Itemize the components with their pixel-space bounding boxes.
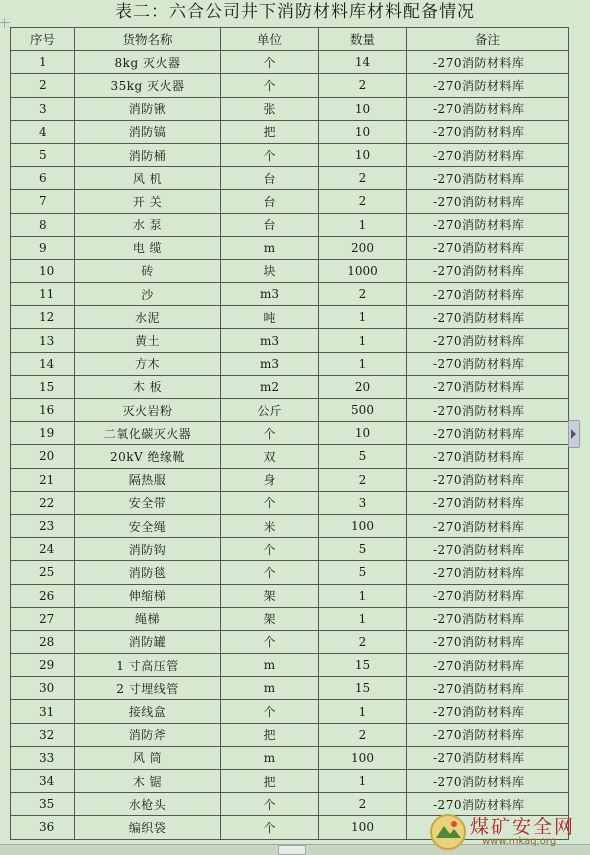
row-unit: 架 xyxy=(221,584,319,607)
row-remark: -270消防材料库 xyxy=(407,190,569,213)
table-row xyxy=(11,445,569,468)
row-remark: -270消防材料库 xyxy=(407,283,569,306)
table-row xyxy=(11,306,569,329)
row-unit: 个 xyxy=(221,422,319,445)
row-remark: -270消防材料库 xyxy=(407,445,569,468)
row-item-name: 消防斧 xyxy=(75,723,221,746)
table-row xyxy=(11,97,569,120)
row-quantity: 14 xyxy=(319,51,407,74)
row-index: 10 xyxy=(11,259,75,282)
row-item-name: 35kg 灭火器 xyxy=(75,74,221,97)
table-row xyxy=(11,236,569,259)
row-quantity: 15 xyxy=(319,654,407,677)
row-index: 4 xyxy=(11,120,75,143)
row-unit: 米 xyxy=(221,514,319,537)
row-index: 22 xyxy=(11,491,75,514)
row-index: 15 xyxy=(11,375,75,398)
row-index: 12 xyxy=(11,306,75,329)
row-quantity: 10 xyxy=(319,97,407,120)
row-unit: 张 xyxy=(221,97,319,120)
row-item-name: 接线盒 xyxy=(75,700,221,723)
row-quantity: 2 xyxy=(319,630,407,653)
row-item-name: 方木 xyxy=(75,352,221,375)
table-row xyxy=(11,422,569,445)
row-item-name: 电 缆 xyxy=(75,236,221,259)
table-row xyxy=(11,677,569,700)
row-unit: 个 xyxy=(221,793,319,816)
row-quantity: 2 xyxy=(319,793,407,816)
table-row xyxy=(11,352,569,375)
row-index: 35 xyxy=(11,793,75,816)
side-scroll-tab[interactable] xyxy=(568,420,580,448)
header-unit: 单位 xyxy=(221,28,319,51)
row-quantity: 1 xyxy=(319,213,407,236)
row-quantity: 2 xyxy=(319,468,407,491)
row-remark: -270消防材料库 xyxy=(407,74,569,97)
row-item-name: 沙 xyxy=(75,283,221,306)
row-remark: -270消防材料库 xyxy=(407,213,569,236)
row-item-name: 20kV 绝缘靴 xyxy=(75,445,221,468)
row-quantity: 1 xyxy=(319,352,407,375)
row-unit: 身 xyxy=(221,468,319,491)
table-row xyxy=(11,259,569,282)
row-quantity: 10 xyxy=(319,422,407,445)
row-item-name: 水枪头 xyxy=(75,793,221,816)
row-remark: -270消防材料库 xyxy=(407,143,569,166)
row-index: 27 xyxy=(11,607,75,630)
row-item-name: 水 泵 xyxy=(75,213,221,236)
row-remark: -270消防材料库 xyxy=(407,746,569,769)
row-remark: -270消防材料库 xyxy=(407,352,569,375)
row-remark: -270消防材料库 xyxy=(407,468,569,491)
watermark-emblem-icon xyxy=(428,812,468,852)
table-row xyxy=(11,561,569,584)
row-index: 6 xyxy=(11,167,75,190)
row-quantity: 5 xyxy=(319,538,407,561)
row-quantity: 3 xyxy=(319,491,407,514)
row-quantity: 2 xyxy=(319,723,407,746)
row-remark: -270消防材料库 xyxy=(407,607,569,630)
row-remark: -270消防材料库 xyxy=(407,723,569,746)
row-unit: 台 xyxy=(221,190,319,213)
row-unit: 个 xyxy=(221,51,319,74)
row-index: 11 xyxy=(11,283,75,306)
row-quantity: 1 xyxy=(319,329,407,352)
row-unit: 吨 xyxy=(221,306,319,329)
row-remark: -270消防材料库 xyxy=(407,329,569,352)
table-row xyxy=(11,538,569,561)
row-item-name: 隔热服 xyxy=(75,468,221,491)
watermark-logo xyxy=(426,810,590,854)
row-quantity: 100 xyxy=(319,816,407,839)
row-quantity: 100 xyxy=(319,514,407,537)
watermark-url: www.mkaq.org xyxy=(482,836,557,847)
row-index: 31 xyxy=(11,700,75,723)
document-title: 表二：六合公司井下消防材料库材料配备情况 xyxy=(115,2,475,22)
row-item-name: 编织袋 xyxy=(75,816,221,839)
table-row xyxy=(11,74,569,97)
row-unit: m xyxy=(221,654,319,677)
row-unit: 个 xyxy=(221,74,319,97)
row-unit: m xyxy=(221,236,319,259)
row-item-name: 木 板 xyxy=(75,375,221,398)
row-index: 14 xyxy=(11,352,75,375)
row-remark: -270消防材料库 xyxy=(407,167,569,190)
row-unit: 块 xyxy=(221,259,319,282)
row-unit: 个 xyxy=(221,491,319,514)
row-remark: -270消防材料库 xyxy=(407,770,569,793)
row-quantity: 10 xyxy=(319,143,407,166)
row-index: 16 xyxy=(11,399,75,422)
row-unit: 台 xyxy=(221,213,319,236)
table-row xyxy=(11,51,569,74)
row-remark: -270消防材料库 xyxy=(407,654,569,677)
row-index: 24 xyxy=(11,538,75,561)
table-row xyxy=(11,213,569,236)
row-quantity: 5 xyxy=(319,561,407,584)
row-unit: 把 xyxy=(221,723,319,746)
table-row xyxy=(11,514,569,537)
row-index: 13 xyxy=(11,329,75,352)
row-quantity: 15 xyxy=(319,677,407,700)
row-quantity: 1000 xyxy=(319,259,407,282)
row-index: 26 xyxy=(11,584,75,607)
row-remark: -270消防材料库 xyxy=(407,700,569,723)
table-row xyxy=(11,491,569,514)
table-header-row xyxy=(11,28,569,51)
row-item-name: 砖 xyxy=(75,259,221,282)
row-item-name: 绳梯 xyxy=(75,607,221,630)
row-index: 23 xyxy=(11,514,75,537)
row-item-name: 伸缩梯 xyxy=(75,584,221,607)
row-unit: m3 xyxy=(221,352,319,375)
row-index: 5 xyxy=(11,143,75,166)
table-row xyxy=(11,700,569,723)
row-index: 1 xyxy=(11,51,75,74)
row-remark: -270消防材料库 xyxy=(407,630,569,653)
row-quantity: 2 xyxy=(319,167,407,190)
row-item-name: 8kg 灭火器 xyxy=(75,51,221,74)
table-row xyxy=(11,283,569,306)
row-index: 2 xyxy=(11,74,75,97)
row-remark: -270消防材料库 xyxy=(407,399,569,422)
row-remark: -270消防材料库 xyxy=(407,375,569,398)
row-remark: -270消防材料库 xyxy=(407,120,569,143)
table-row xyxy=(11,770,569,793)
row-item-name: 水泥 xyxy=(75,306,221,329)
row-item-name: 消防镐 xyxy=(75,120,221,143)
row-unit: 个 xyxy=(221,630,319,653)
row-unit: m3 xyxy=(221,329,319,352)
table-row xyxy=(11,654,569,677)
row-item-name: 消防桶 xyxy=(75,143,221,166)
table-row xyxy=(11,375,569,398)
row-unit: 个 xyxy=(221,700,319,723)
row-quantity: 1 xyxy=(319,306,407,329)
row-unit: 个 xyxy=(221,561,319,584)
row-unit: 双 xyxy=(221,445,319,468)
row-index: 7 xyxy=(11,190,75,213)
table-row xyxy=(11,190,569,213)
row-quantity: 2 xyxy=(319,74,407,97)
row-item-name: 1 寸高压管 xyxy=(75,654,221,677)
table-row xyxy=(11,329,569,352)
row-quantity: 10 xyxy=(319,120,407,143)
table-row xyxy=(11,630,569,653)
materials-table xyxy=(10,27,569,840)
row-remark: -270消防材料库 xyxy=(407,306,569,329)
row-quantity: 1 xyxy=(319,700,407,723)
row-item-name: 木 锯 xyxy=(75,770,221,793)
row-remark: -270消防材料库 xyxy=(407,793,569,816)
header-quantity: 数量 xyxy=(319,28,407,51)
row-unit: 个 xyxy=(221,816,319,839)
table-row xyxy=(11,167,569,190)
row-item-name: 安全绳 xyxy=(75,514,221,537)
header-remark: 备注 xyxy=(407,28,569,51)
row-remark: -270消防材料库 xyxy=(407,259,569,282)
row-unit: 架 xyxy=(221,607,319,630)
row-quantity: 20 xyxy=(319,375,407,398)
row-quantity: 200 xyxy=(319,236,407,259)
table-row xyxy=(11,607,569,630)
row-index: 9 xyxy=(11,236,75,259)
table-row xyxy=(11,468,569,491)
row-unit: 把 xyxy=(221,120,319,143)
row-unit: 个 xyxy=(221,143,319,166)
row-item-name: 消防罐 xyxy=(75,630,221,653)
row-remark: -270消防材料库 xyxy=(407,236,569,259)
row-remark: -270消防材料库 xyxy=(407,491,569,514)
table-row xyxy=(11,120,569,143)
row-remark: -270消防材料库 xyxy=(407,514,569,537)
row-remark: -270消防材料库 xyxy=(407,97,569,120)
row-index: 3 xyxy=(11,97,75,120)
row-item-name: 开 关 xyxy=(75,190,221,213)
row-unit: m2 xyxy=(221,375,319,398)
row-index: 8 xyxy=(11,213,75,236)
row-quantity: 1 xyxy=(319,607,407,630)
row-index: 33 xyxy=(11,746,75,769)
row-item-name: 2 寸埋线管 xyxy=(75,677,221,700)
row-item-name: 二氧化碳灭火器 xyxy=(75,422,221,445)
row-item-name: 灭火岩粉 xyxy=(75,399,221,422)
row-item-name: 消防毯 xyxy=(75,561,221,584)
row-quantity: 100 xyxy=(319,746,407,769)
row-index: 19 xyxy=(11,422,75,445)
row-remark: -270消防材料库 xyxy=(407,677,569,700)
row-index: 30 xyxy=(11,677,75,700)
watermark-text: 煤矿安全网 xyxy=(470,816,576,838)
header-item-name: 货物名称 xyxy=(75,28,221,51)
row-quantity: 500 xyxy=(319,399,407,422)
table-row xyxy=(11,723,569,746)
row-unit: 台 xyxy=(221,167,319,190)
table-row xyxy=(11,746,569,769)
row-remark: -270消防材料库 xyxy=(407,584,569,607)
row-item-name: 黄土 xyxy=(75,329,221,352)
row-unit: m3 xyxy=(221,283,319,306)
table-move-handle-icon[interactable] xyxy=(0,18,10,28)
row-item-name: 消防钩 xyxy=(75,538,221,561)
row-remark: -270消防材料库 xyxy=(407,51,569,74)
row-unit: 个 xyxy=(221,538,319,561)
row-index: 29 xyxy=(11,654,75,677)
row-quantity: 1 xyxy=(319,770,407,793)
row-quantity: 5 xyxy=(319,445,407,468)
row-index: 36 xyxy=(11,816,75,839)
row-quantity: 2 xyxy=(319,283,407,306)
row-quantity: 2 xyxy=(319,190,407,213)
row-index: 34 xyxy=(11,770,75,793)
header-index: 序号 xyxy=(11,28,75,51)
row-item-name: 风 机 xyxy=(75,167,221,190)
row-index: 20 xyxy=(11,445,75,468)
row-index: 21 xyxy=(11,468,75,491)
row-unit: m xyxy=(221,677,319,700)
row-index: 32 xyxy=(11,723,75,746)
row-remark: -270消防材料库 xyxy=(407,561,569,584)
row-quantity: 1 xyxy=(319,584,407,607)
row-unit: 公斤 xyxy=(221,399,319,422)
row-item-name: 风 筒 xyxy=(75,746,221,769)
row-remark: -270消防材料库 xyxy=(407,422,569,445)
table-row xyxy=(11,143,569,166)
row-index: 25 xyxy=(11,561,75,584)
row-unit: 把 xyxy=(221,770,319,793)
table-row xyxy=(11,399,569,422)
row-item-name: 安全带 xyxy=(75,491,221,514)
row-unit: m xyxy=(221,746,319,769)
row-index: 28 xyxy=(11,630,75,653)
row-item-name: 消防锹 xyxy=(75,97,221,120)
table-row xyxy=(11,584,569,607)
row-remark: -270消防材料库 xyxy=(407,538,569,561)
